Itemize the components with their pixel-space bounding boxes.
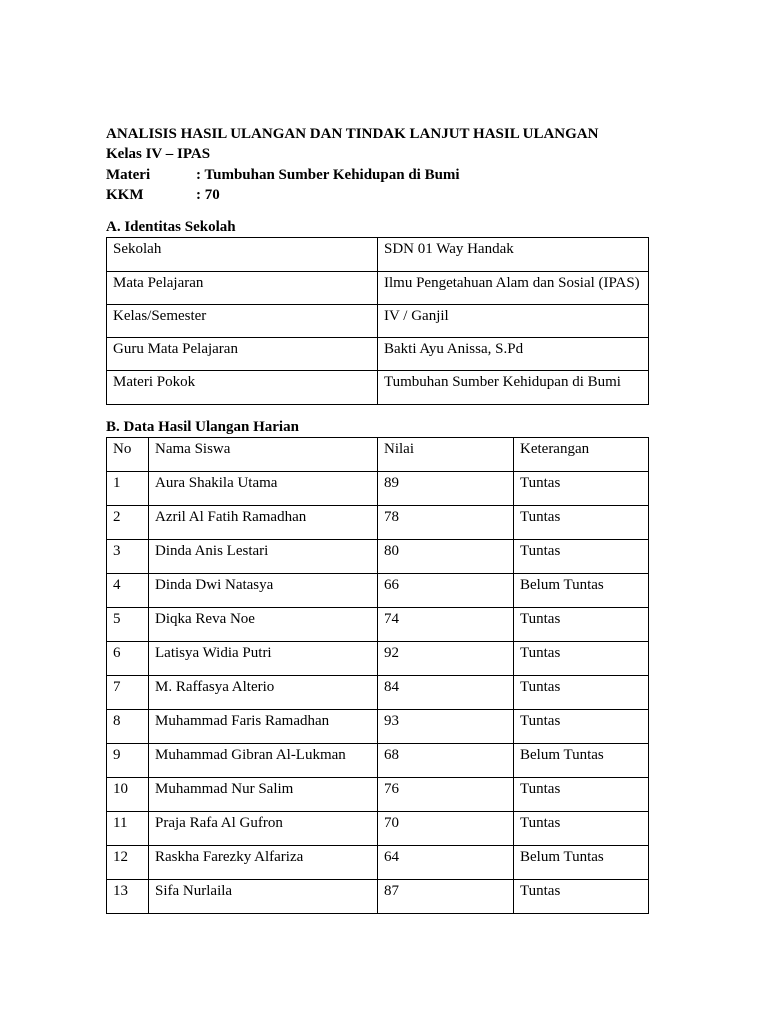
table-row — [107, 675, 649, 709]
row-number-cell: 1 — [107, 471, 149, 505]
row-number-cell: 8 — [107, 709, 149, 743]
results-header-row — [107, 437, 649, 471]
table-row — [107, 539, 649, 573]
student-name-cell: Diqka Reva Noe — [149, 607, 378, 641]
student-name-cell: Muhammad Nur Salim — [149, 777, 378, 811]
score-cell: 87 — [378, 879, 514, 913]
identity-row — [107, 271, 649, 304]
student-name-cell: Sifa Nurlaila — [149, 879, 378, 913]
score-cell: 93 — [378, 709, 514, 743]
row-number-cell: 7 — [107, 675, 149, 709]
section-b-heading: B. Data Hasil Ulangan Harian — [106, 418, 299, 435]
row-number-cell: 5 — [107, 607, 149, 641]
document-title: ANALISIS HASIL ULANGAN DAN TINDAK LANJUT HASIL ULANGAN — [106, 126, 599, 142]
score-cell: 74 — [378, 607, 514, 641]
table-row — [107, 471, 649, 505]
score-cell: 68 — [378, 743, 514, 777]
row-number-cell: 11 — [107, 811, 149, 845]
status-cell: Belum Tuntas — [514, 573, 649, 607]
identity-value-cell: SDN 01 Way Handak — [378, 238, 649, 271]
materi-row — [106, 165, 648, 185]
table-row — [107, 641, 649, 675]
score-cell: 89 — [378, 471, 514, 505]
identity-value-cell: Ilmu Pengetahuan Alam dan Sosial (IPAS) — [378, 271, 649, 304]
identity-label-cell: Guru Mata Pelajaran — [107, 338, 378, 371]
table-row — [107, 709, 649, 743]
status-cell: Tuntas — [514, 675, 649, 709]
score-cell: 70 — [378, 811, 514, 845]
status-cell: Belum Tuntas — [514, 845, 649, 879]
table-row — [107, 743, 649, 777]
materi-value: : Tumbuhan Sumber Kehidupan di Bumi — [196, 166, 460, 183]
identity-label-cell: Materi Pokok — [107, 371, 378, 404]
column-header: Keterangan — [514, 437, 649, 471]
student-name-cell: Azril Al Fatih Ramadhan — [149, 505, 378, 539]
student-name-cell: Dinda Anis Lestari — [149, 539, 378, 573]
score-cell: 66 — [378, 573, 514, 607]
kkm-row — [106, 185, 648, 205]
document-subtitle: Kelas IV – IPAS — [106, 146, 211, 163]
identity-table — [106, 237, 649, 404]
row-number-cell: 6 — [107, 641, 149, 675]
row-number-cell: 9 — [107, 743, 149, 777]
kkm-label: KKM — [106, 186, 144, 203]
table-row — [107, 845, 649, 879]
identity-value-cell: Tumbuhan Sumber Kehidupan di Bumi — [378, 371, 649, 404]
row-number-cell: 4 — [107, 573, 149, 607]
student-name-cell: Muhammad Gibran Al-Lukman — [149, 743, 378, 777]
student-name-cell: Dinda Dwi Natasya — [149, 573, 378, 607]
row-number-cell: 10 — [107, 777, 149, 811]
score-cell: 84 — [378, 675, 514, 709]
status-cell: Tuntas — [514, 505, 649, 539]
table-row — [107, 573, 649, 607]
score-cell: 80 — [378, 539, 514, 573]
student-name-cell: Praja Rafa Al Gufron — [149, 811, 378, 845]
score-cell: 64 — [378, 845, 514, 879]
row-number-cell: 13 — [107, 879, 149, 913]
score-cell: 76 — [378, 777, 514, 811]
row-number-cell: 3 — [107, 539, 149, 573]
identity-row — [107, 238, 649, 271]
identity-row — [107, 338, 649, 371]
column-header: Nama Siswa — [149, 437, 378, 471]
student-name-cell: Muhammad Faris Ramadhan — [149, 709, 378, 743]
student-name-cell: Latisya Widia Putri — [149, 641, 378, 675]
student-name-cell: Raskha Farezky Alfariza — [149, 845, 378, 879]
student-name-cell: M. Raffasya Alterio — [149, 675, 378, 709]
identity-value-cell: IV / Ganjil — [378, 304, 649, 337]
table-row — [107, 607, 649, 641]
identity-row — [107, 371, 649, 404]
status-cell: Tuntas — [514, 811, 649, 845]
identity-label-cell: Mata Pelajaran — [107, 271, 378, 304]
identity-value-cell: Bakti Ayu Anissa, S.Pd — [378, 338, 649, 371]
row-number-cell: 2 — [107, 505, 149, 539]
status-cell: Tuntas — [514, 777, 649, 811]
status-cell: Tuntas — [514, 879, 649, 913]
document-page — [106, 124, 648, 914]
identity-label-cell: Sekolah — [107, 238, 378, 271]
column-header: No — [107, 437, 149, 471]
status-cell: Tuntas — [514, 641, 649, 675]
score-cell: 78 — [378, 505, 514, 539]
table-row — [107, 879, 649, 913]
status-cell: Belum Tuntas — [514, 743, 649, 777]
table-row — [107, 777, 649, 811]
status-cell: Tuntas — [514, 607, 649, 641]
status-cell: Tuntas — [514, 709, 649, 743]
status-cell: Tuntas — [514, 539, 649, 573]
table-row — [107, 505, 649, 539]
identity-label-cell: Kelas/Semester — [107, 304, 378, 337]
results-table — [106, 437, 649, 914]
kkm-value: : 70 — [196, 186, 220, 203]
identity-row — [107, 304, 649, 337]
table-row — [107, 811, 649, 845]
materi-label: Materi — [106, 166, 151, 183]
status-cell: Tuntas — [514, 471, 649, 505]
score-cell: 92 — [378, 641, 514, 675]
section-a-heading: A. Identitas Sekolah — [106, 219, 236, 235]
student-name-cell: Aura Shakila Utama — [149, 471, 378, 505]
column-header: Nilai — [378, 437, 514, 471]
row-number-cell: 12 — [107, 845, 149, 879]
